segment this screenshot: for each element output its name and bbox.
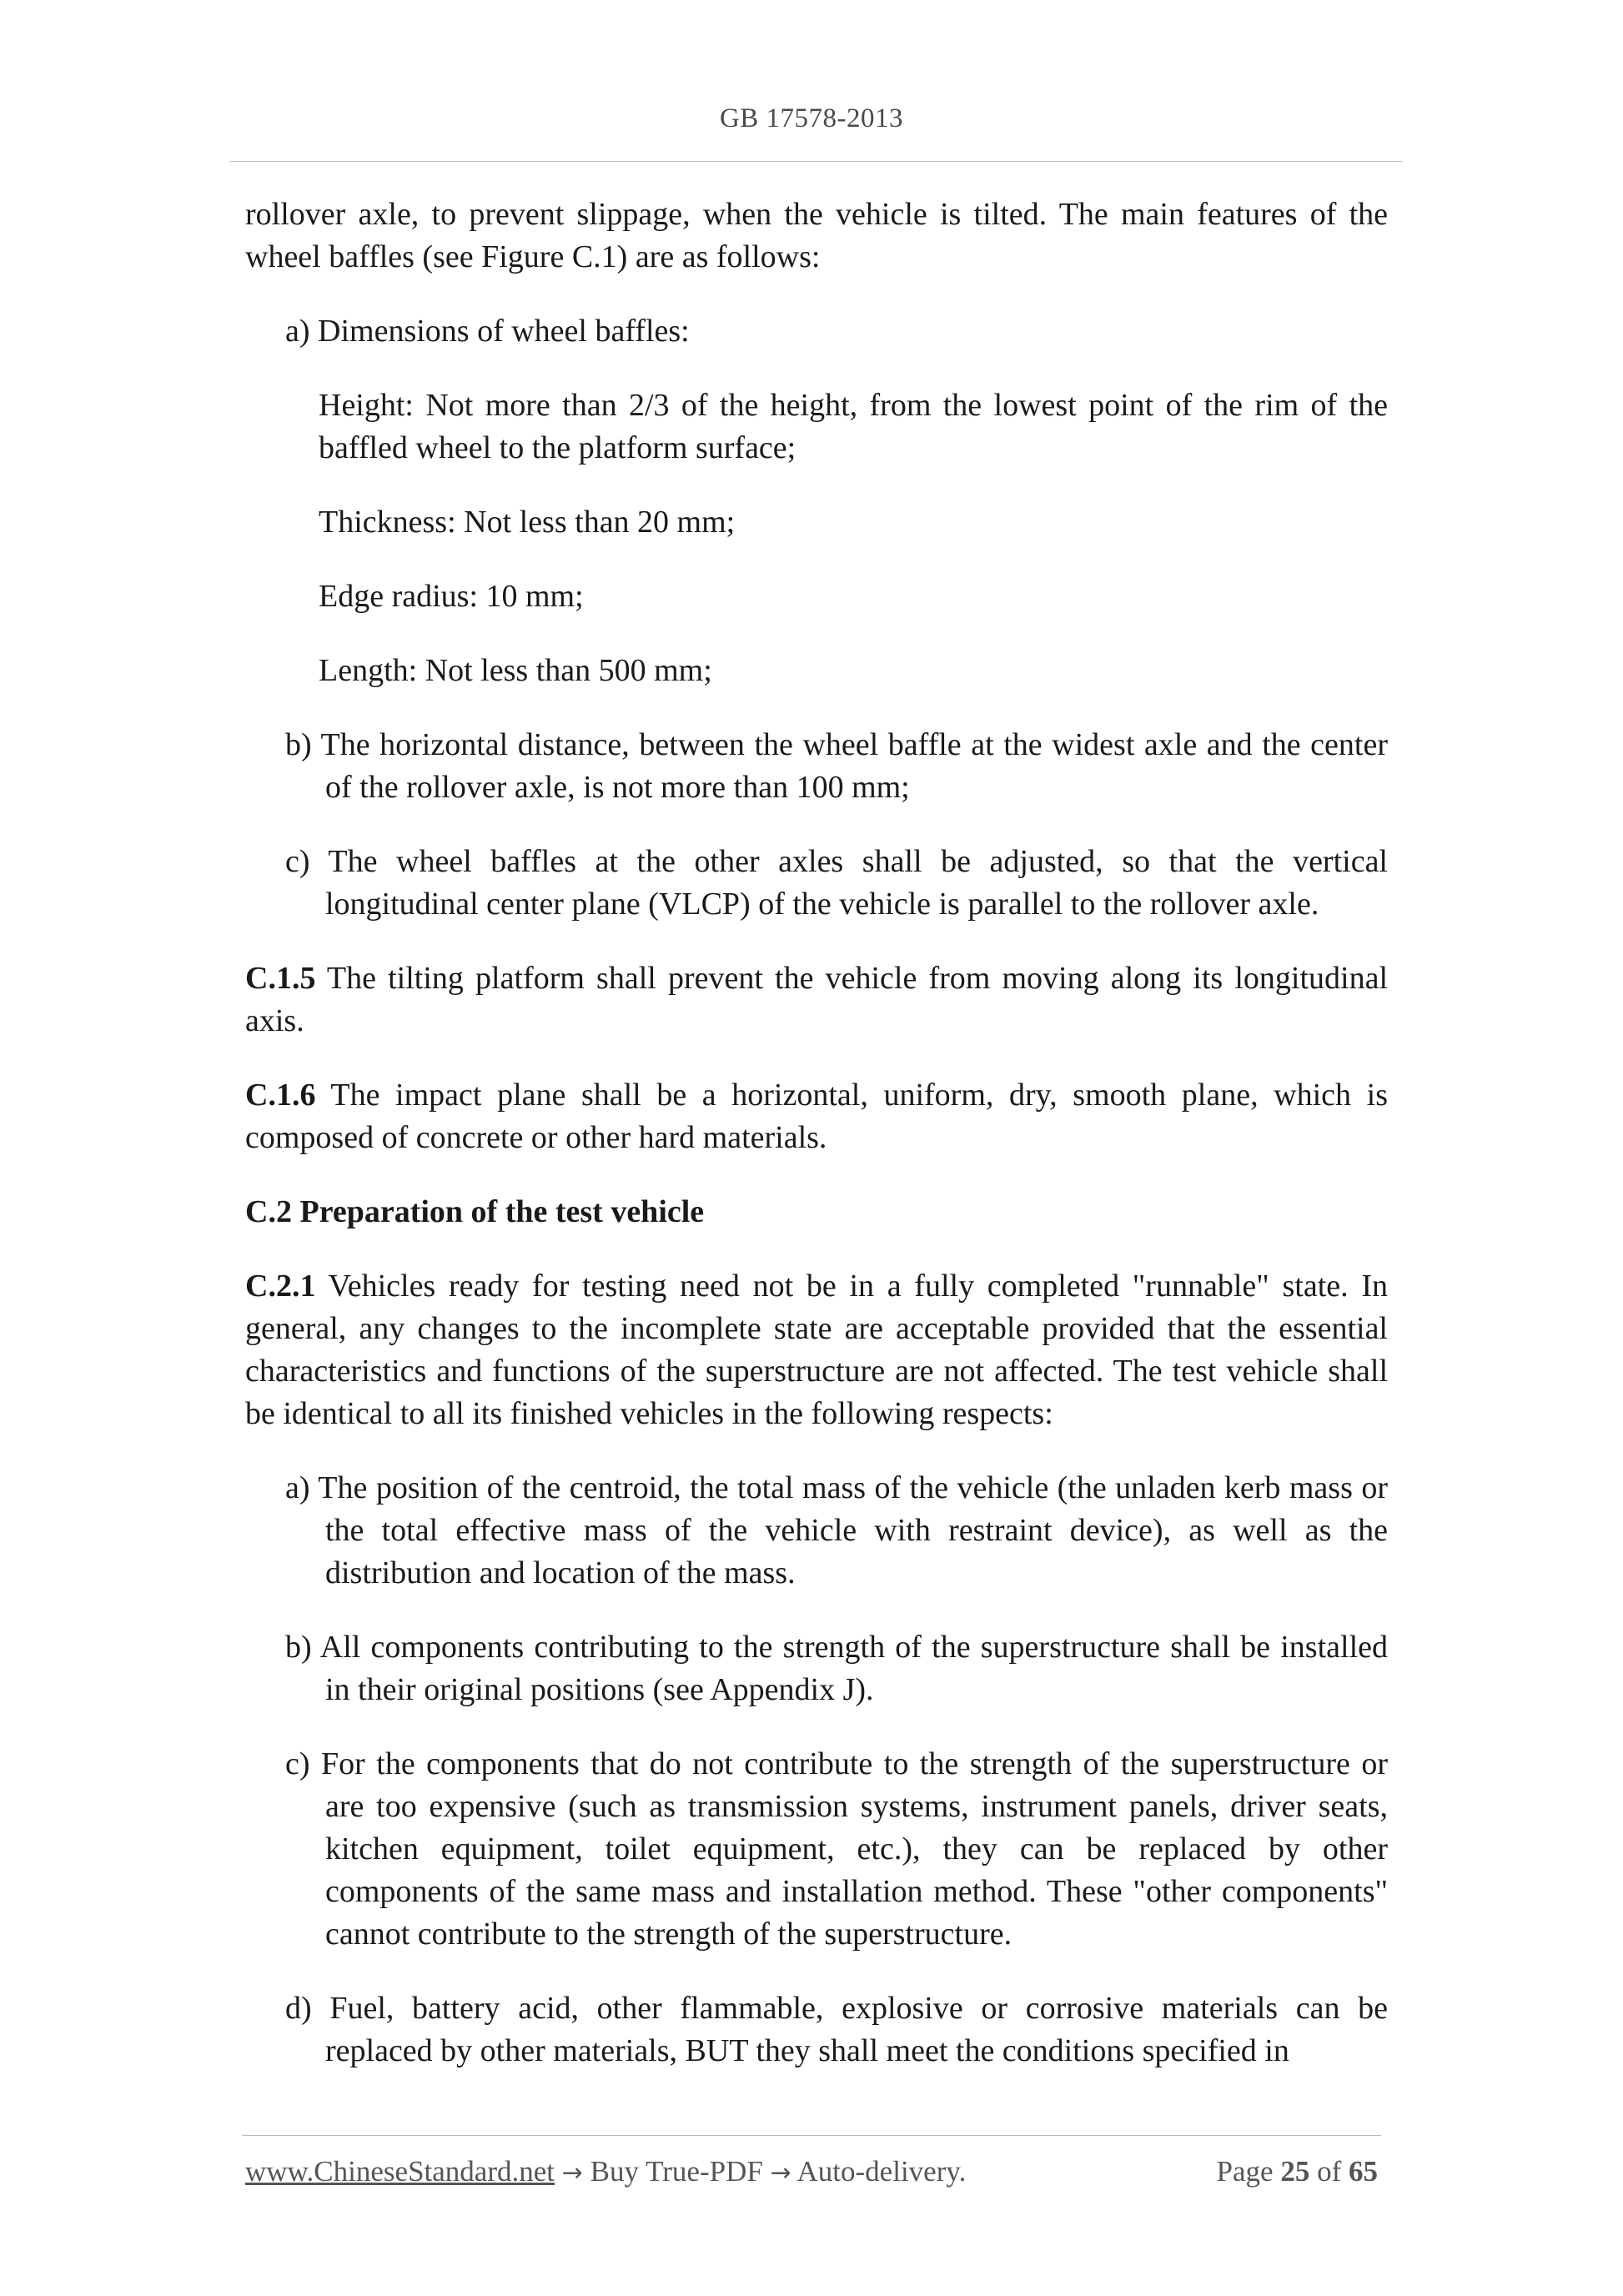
header-divider (230, 161, 1402, 162)
list-item-a-centroid: a) The position of the centroid, the total mass of the vehicle (the unladen kerb mass or the total effective mass of the vehicle with restraint device), as well as the distribution and location of the mass. (285, 1470, 1388, 1590)
page-total: 65 (1349, 2155, 1378, 2188)
clause-c-2-1 (245, 1265, 1388, 1435)
list-item-b-horizontal-distance: b) The horizontal distance, between the wheel baffle at the widest axle and the center of the rollover axle, is not more than 100 mm; (285, 727, 1388, 805)
chinese-standard-link[interactable]: www.ChineseStandard.net (245, 2155, 555, 2188)
clause-text: Vehicles ready for testing need not be in a fully completed "runnable" state. In general, any changes to the incomplete state are acceptable provided that the essential characteristics and functions of the superstructure are not affected. The test vehicle shall be identical to all its finished vehicles in the following respects: (245, 1269, 1388, 1431)
page-label: Page (1216, 2155, 1274, 2188)
page-content (245, 193, 1388, 2104)
list-item-a-dimensions: a) Dimensions of wheel baffles: (285, 314, 690, 349)
clause-c-1-5 (245, 957, 1388, 1042)
dimension-height: Height: Not more than 2/3 of the height, from the lowest point of the rim of the baffled wheel to the platform surface; (319, 388, 1388, 465)
dimension-length: Length: Not less than 500 mm; (319, 653, 712, 688)
document-header-title: GB 17578-2013 (719, 103, 904, 133)
list-item-d-fuel: d) Fuel, battery acid, other flammable, explosive or corrosive materials can be replaced by other materials, BUT they shall meet the conditions specified in (285, 1991, 1388, 2068)
section-heading-c-2: C.2 Preparation of the test vehicle (245, 1194, 705, 1229)
buy-true-pdf-text: Buy True-PDF (590, 2155, 763, 2188)
list-item-c-wheel-baffles: c) The wheel baffles at the other axles shall be adjusted, so that the vertical longitudinal center plane (VLCP) of the vehicle is parallel to the rollover axle. (285, 844, 1388, 922)
list-item-b-components: b) All components contributing to the strength of the superstructure shall be installed in their original positions (see Appendix J). (285, 1630, 1388, 1707)
arrow-right-icon: → (561, 2158, 583, 2188)
arrow-right-icon: → (770, 2158, 791, 2188)
dimension-thickness: Thickness: Not less than 20 mm; (319, 505, 736, 540)
page-number (1217, 2155, 1378, 2188)
footer-divider (242, 2135, 1381, 2136)
auto-delivery-text: Auto-delivery. (796, 2155, 967, 2188)
page-current: 25 (1280, 2155, 1310, 2188)
footer-links (245, 2155, 966, 2188)
intro-paragraph: rollover axle, to prevent slippage, when the vehicle is tilted. The main features of the wheel baffles (see Figure C.1) are as follows: (245, 197, 1388, 274)
clause-text: The impact plane shall be a horizontal, uniform, dry, smooth plane, which is composed of concrete or other hard materials. (245, 1078, 1388, 1155)
clause-number: C.1.5 (245, 961, 316, 996)
dimension-edge-radius: Edge radius: 10 mm; (319, 579, 584, 614)
clause-number: C.2.1 (245, 1269, 316, 1304)
clause-text: The tilting platform shall prevent the vehicle from moving along its longitudinal axis. (245, 961, 1388, 1038)
clause-c-1-6 (245, 1074, 1388, 1159)
clause-number: C.1.6 (245, 1078, 316, 1113)
of-label: of (1317, 2155, 1342, 2188)
list-item-c-replacement: c) For the components that do not contribute to the strength of the superstructure or are too expensive (such as transmission systems, instrument panels, driver seats, kitchen equipment, toilet equipment, etc.), they can be replaced by other components of the same mass and installation method. These "other components" cannot contribute to the strength of the superstructure. (285, 1746, 1388, 1952)
